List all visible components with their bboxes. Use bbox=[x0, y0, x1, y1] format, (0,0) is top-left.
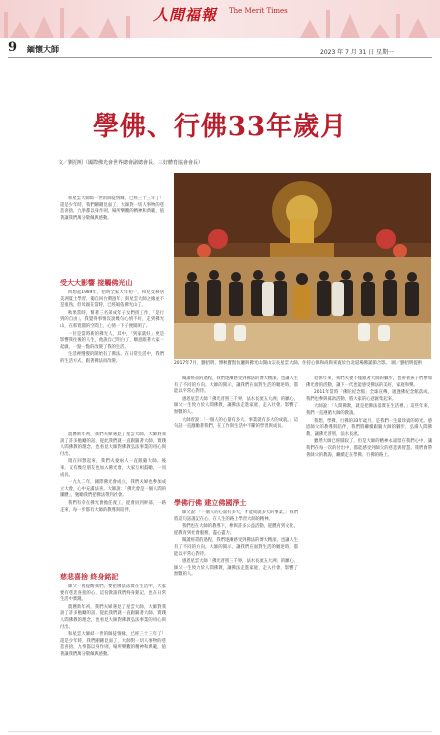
page-number: 9 bbox=[8, 40, 18, 55]
paragraph: 一位是當時新的佛光人，其中，「到家就好」更是影響我往後的人生，他說自己明白了，願意跟著大家一起做，一點一點的改變了我的生活。 bbox=[60, 331, 164, 350]
article-column-1 bbox=[60, 196, 164, 274]
article-headline: 學佛、行佛33年歲月 bbox=[92, 112, 348, 142]
article-column-1b bbox=[60, 290, 164, 430]
bottom-divider bbox=[8, 731, 432, 732]
temple-silhouette bbox=[126, 16, 130, 38]
paragraph: 雖然大師已經圓寂了，但是大師的精神永遠留在我們心中，讓我們在每一次的付出中，都能感受到師父的慈悲與智慧。我們會帶著師父的教誨，繼續走在學佛、行佛的路上。 bbox=[306, 439, 432, 458]
paragraph: 回想起1989年，招明全家大年初一，和兒女移居美洲夏土學習，獨自回台灣過年，與星雲大師之緣並不是很熟，但母親在當時，已經皈依佛光山了。 bbox=[60, 290, 164, 309]
pagoda-silhouette bbox=[98, 18, 118, 38]
paragraph: 師父說：「一個人的心量有多大，才能成就多大的事業。」我們將這句話謹記在心，在人生的路上學習大師的精神。 bbox=[174, 510, 298, 522]
article-column-1c bbox=[60, 432, 166, 570]
paragraph: 秋果當時，幫著三名弟成年子女們找工作，「是行到的自由」，我覺得事情沒說幾句心情不好，走到佛光山，在那寬闊的空間上，心情一下子便開朗了。 bbox=[60, 310, 164, 329]
subheading-3: 學佛行佛 建立佛國淨土 bbox=[174, 499, 247, 507]
issue-date: 2023 年 7 月 31 日 星期一 bbox=[320, 49, 395, 56]
paragraph: 閱讀經書的過程，我們逐漸感受到佛法的博大精深，也讓人生有了不同的方向。大師的開示，讓我們在面對生活的順逆時，都能以平常心對待。 bbox=[174, 376, 298, 395]
paragraph: 2011年當時「佛陀紀念館」全球宣傳，適逢佛紀念館落成，我們也參與募款活動，將大家的心意匯集起來。 bbox=[306, 390, 432, 402]
paragraph: 感恩星雲大師「佛光普照三千界，法水長流五大洲」的願心，師父一生致力於人間佛教，讓佛法走進家庭、走入社會，影響了無數的人。 bbox=[174, 396, 298, 415]
temple-silhouette bbox=[4, 12, 8, 38]
paragraph: 生活裡慢慢的開始有了佛法。在日常生活中，我們的生活方式，跟著佛法而改變。 bbox=[60, 352, 164, 364]
pagoda-silhouette bbox=[34, 16, 54, 38]
paragraph: 大師曾說：「一個人的心量有多大，事業就有多大的成就。」這句話一直激勵著我們，在工作與生活中不斷的學習與成長。 bbox=[174, 417, 298, 430]
masthead-banner bbox=[0, 0, 440, 38]
paragraph: 一九九二年，國際佛光會成立，我們夫婦也參加成立大會，心中充滿法喜。大師說：「佛光會是一個人間的團體」，勉勵我們把佛法帶到社會。 bbox=[60, 480, 166, 499]
pagoda-silhouette bbox=[70, 26, 90, 38]
article-photo bbox=[174, 173, 431, 359]
paragraph: 感恩星雲大師「佛光普照三千界，法水長流五大洲」的願心，師父一生致力於人間佛教，讓佛法走進家庭、走入社會，影響了無數的人。 bbox=[174, 559, 298, 578]
newspaper-logo: 人間福報 bbox=[153, 6, 218, 24]
paragraph: 退休年來，我們夫妻不僅跟著大師的腳步，也帶著孩子們參加佛光會的活動，讓下一代也能感受佛法的美好，家庭和樂。 bbox=[306, 376, 432, 388]
group-photo-illustration bbox=[174, 173, 431, 359]
article-column-1d bbox=[60, 584, 166, 722]
temple-silhouette bbox=[326, 10, 330, 38]
caption-credit: 圖／劉招明提供 bbox=[391, 361, 423, 366]
paragraph: 我想，學佛、行佛的33年歲月，是我們一生最珍貴的時光。感恩師父的教導與陪伴，我們將繼續跟隨大師的腳步，弘揚人間佛教，讓佛光普照，法水長流。 bbox=[306, 418, 432, 437]
paragraph: 大師說：「人間佛教，就是把佛法落實在生活裡。」這些年來，我們一直遵循大師的教誨。 bbox=[306, 404, 432, 416]
caption-text: 2017年7月，劉招明、傅秋寶賢伉儷與佛光山開山宗長星雲大師、住持心保和尚與來賓於台北道場佛誕節合影。 bbox=[174, 361, 390, 366]
paragraph: 和星雲大師結一世的師徒情緣，已經三十三年了！還是少年時，我們剛剛見面了，大師對一切人事物的慈悲喜捨，九拳都以身作則，場所樂觀的精神和典範，值著讓我們萬分敬佩與感動。 bbox=[60, 632, 166, 657]
subheading-1: 受大大影響 接觸佛光山 bbox=[60, 279, 133, 287]
subheading-2: 慈悲喜捨 終身銘記 bbox=[60, 573, 119, 581]
paragraph: 我們也在大師的教導下，參與許多公益活動，從體育到文化，從教育到社會服務，盡心盡力。 bbox=[174, 524, 298, 536]
header-divider bbox=[8, 57, 432, 58]
pagoda-silhouette bbox=[370, 24, 390, 38]
paragraph: 農曆新年初，我們夫婦遇見了星雲大師，大師對我說了許多勉勵的話，從此我們就一直跟隨著大師，實踐人間佛教的理念，也看見大師對佛教弘法事業的用心與付出。 bbox=[60, 432, 166, 457]
paragraph: 農曆新年初，我們夫婦遇見了星雲大師，大師對我說了許多勉勵的話，從此我們就一直跟隨著大師，實踐人間佛教的理念，也看見大師對佛教弘法事業的用心與付出。 bbox=[60, 604, 166, 630]
section-name: 緬懷大師 bbox=[27, 45, 59, 54]
temple-silhouette bbox=[396, 14, 400, 38]
paragraph: 我們有幸在佛光會擔任義工，從會員到幹部，一路走來，每一步都有大師的教導與陪伴。 bbox=[60, 500, 166, 513]
article-column-2 bbox=[174, 376, 298, 496]
article-column-3 bbox=[306, 376, 432, 722]
article-column-2b bbox=[174, 510, 298, 722]
newspaper-tagline: The Merit Times bbox=[229, 7, 288, 15]
paragraph: 師父一再提醒我們，要把佛法落實在生活中，大家要有慈悲喜捨的心，這份教誨我們終身銘記，也在日常生活中實踐。 bbox=[60, 584, 166, 603]
pagoda-silhouette bbox=[10, 22, 30, 38]
article-byline: 文／劉招明（國際佛光會世界總會副總會長、三好體育協會會長） bbox=[58, 160, 204, 166]
paragraph: 閱讀經書的過程，我們逐漸感受到佛法的博大精深，也讓人生有了不同的方向。大師的開示，讓我們在面對生活的順逆時，都能以平常心對待。 bbox=[174, 538, 298, 557]
pagoda-silhouette bbox=[340, 14, 360, 38]
paragraph: 現在回想起來，我們夫妻兩人一直跟隨大師。後來，又有幾位朋友也加入佛光會，大家互相鼓勵，一同成長。 bbox=[60, 459, 166, 478]
paragraph: 和星雲大師結一世的師徒情緣，已經三十三年了！還是少年時，我們剛剛見面了，大師對一切人事物的慈悲喜捨，九拳都以身作則，場所樂觀的精神和典範，值著讓我們萬分敬佩與感動。 bbox=[60, 196, 164, 221]
temple-silhouette bbox=[60, 8, 64, 38]
photo-caption bbox=[174, 361, 430, 367]
pagoda-silhouette bbox=[300, 20, 320, 38]
pagoda-silhouette bbox=[408, 18, 428, 38]
